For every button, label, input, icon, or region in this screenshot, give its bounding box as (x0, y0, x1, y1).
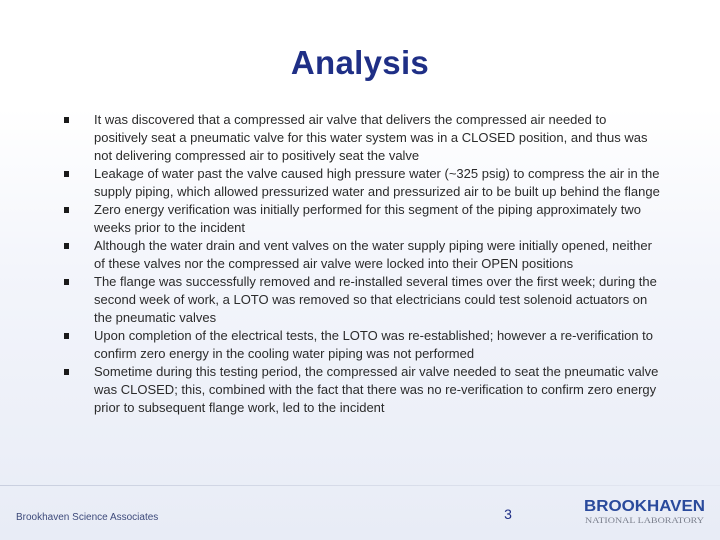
square-bullet-icon (64, 243, 69, 249)
bullet-item (62, 237, 662, 273)
square-bullet-icon (64, 117, 69, 123)
bullet-list (62, 111, 662, 417)
bullet-text: Sometime during this testing period, the compressed air valve needed to seat the pneumatic valve was CLOSED; this, combined with the fact that there was no re-verification to confirm zero energy prior to subsequent flange work, led to the incident (94, 364, 659, 415)
square-bullet-icon (64, 207, 69, 213)
bullet-item (62, 363, 662, 417)
bullet-item (62, 201, 662, 237)
footer-organization: Brookhaven Science Associates (16, 512, 159, 523)
bullet-item (62, 327, 662, 363)
square-bullet-icon (64, 171, 69, 177)
slide-title: Analysis (290, 44, 430, 81)
bullet-text: Leakage of water past the valve caused high pressure water (~325 psig) to compress the air in the supply piping, which allowed pressurized water and pressurized air to be built up behind the flange (94, 166, 660, 199)
square-bullet-icon (64, 369, 69, 375)
bullet-item (62, 273, 662, 327)
bullet-text: Although the water drain and vent valves on the water supply piping were initially opened, neither of these valves nor the compressed air valve were locked into their OPEN positions (94, 238, 652, 271)
bullet-item (62, 111, 662, 165)
square-bullet-icon (64, 279, 69, 285)
bullet-text: Upon completion of the electrical tests, the LOTO was re-established; however a re-verification to confirm zero energy in the cooling water piping was not performed (94, 328, 654, 361)
footer-divider (0, 485, 720, 486)
brookhaven-logo (584, 496, 706, 528)
bullet-item (62, 165, 662, 201)
logo-subtitle: NATIONAL LABORATORY (585, 515, 704, 525)
bullet-text: Zero energy verification was initially performed for this segment of the piping approximately two weeks prior to the incident (94, 202, 641, 235)
square-bullet-icon (64, 333, 69, 339)
bullet-text: It was discovered that a compressed air valve that delivers the compressed air needed to positively seat a pneumatic valve for this water system was in a CLOSED position, and thus was not delivering compressed air to positively seat the valve (94, 112, 648, 163)
page-number: 3 (504, 506, 512, 522)
logo-name: BROOKHAVEN (584, 498, 705, 515)
bullet-text: The flange was successfully removed and re-installed several times over the first week; during the second week of work, a LOTO was removed so that electricians could test solenoid actuators on the pneumatic valves (94, 274, 657, 325)
